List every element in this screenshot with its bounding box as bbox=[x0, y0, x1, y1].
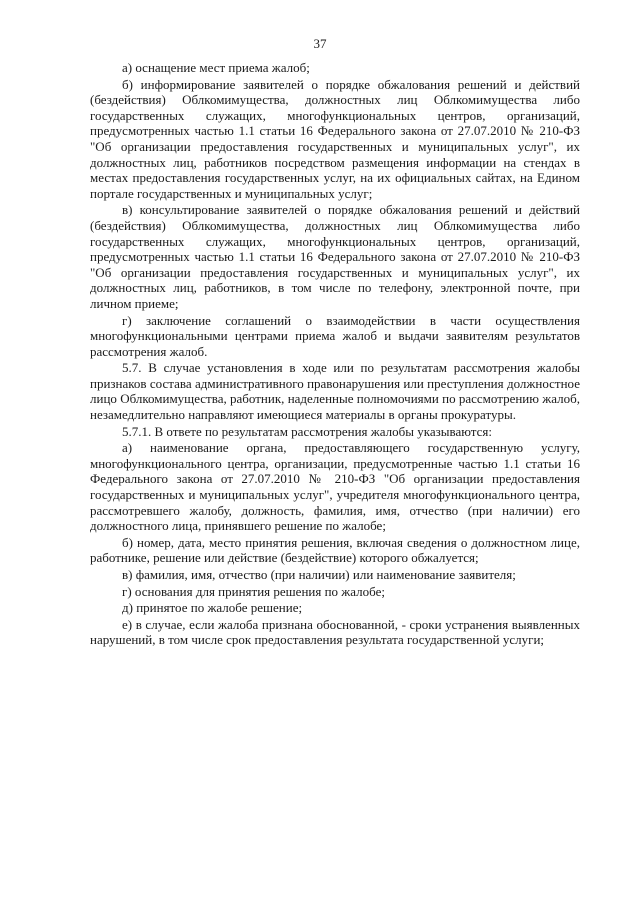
paragraph-b-informing: б) информирование заявителей о порядке обжалования решений и действий (бездействия) Облкомимущества, должностных лиц Облкомимущества либо государственных служащих, многофункциональных центров, организаций, предусмотренных частью 1.1 статьи 16 Федерального закона от 27.07.2010 № 210-ФЗ "Об организации предоставления государственных и муниципальных услуг", их должностных лиц, работников посредством размещения информации на стендах в местах предоставления государственных услуг, на их официальных сайтах, на Едином портале государственных и муниципальных услуг; bbox=[90, 76, 580, 201]
paragraph-d-decision: д) принятое по жалобе решение; bbox=[122, 600, 303, 616]
paragraph-g-agreements: г) заключение соглашений о взаимодействии в части осуществления многофункциональными центрами приема жалоб и выдачи заявителям результатов рассмотрения жалоб. bbox=[90, 312, 580, 359]
paragraph-5-7: 5.7. В случае установления в ходе или по результатам рассмотрения жалобы признаков состава административного правонарушения или преступления должностное лицо Облкомимущества, работник, наделенные полномочиями по рассмотрению жалоб, незамедлительно направляют имеющиеся материалы в органы прокуратуры. bbox=[90, 360, 580, 423]
paragraph-v-consulting: в) консультирование заявителей о порядке обжалования решений и действий (бездействия) Облкомимущества, должностных лиц Облкомимущества либо государственных служащих, многофункциональных центров, организаций, предусмотренных частью 1.1 статьи 16 Федерального закона от 27.07.2010 № 210-ФЗ "Об организации предоставления государственных и муниципальных услуг", их должностных лиц, работников, в том числе по телефону, электронной почте, при личном приеме; bbox=[90, 202, 580, 311]
paragraph-a-equipment: а) оснащение мест приема жалоб; bbox=[122, 60, 310, 75]
paragraph-5-7-1: 5.7.1. В ответе по результатам рассмотрения жалобы указываются: bbox=[122, 423, 492, 439]
paragraph-v-applicant-name: в) фамилия, имя, отчество (при наличии) или наименование заявителя; bbox=[122, 567, 516, 582]
paragraph-e-deadlines: е) в случае, если жалоба признана обоснованной, - сроки устранения выявленных нарушений, в том числе срок предоставления результата государственной услуги; bbox=[90, 616, 580, 648]
paragraph-b-decision-details: б) номер, дата, место принятия решения, включая сведения о должностном лице, работнике, решение или действие (бездействие) которого обжалуется; bbox=[90, 534, 580, 566]
paragraph-g-grounds: г) основания для принятия решения по жалобе; bbox=[122, 583, 385, 599]
page-number: 37 bbox=[313, 36, 327, 51]
paragraph-a-authority-name: а) наименование органа, предоставляющего государственную услугу, многофункционального центра, организации, предусмотренные частью 1.1 статьи 16 Федерального закона от 27.07.2010 № 210-ФЗ "Об организации предоставления государственных и муниципальных услуг", учредителя многофункционального центра, рассмотревшего жалобу, должность, фамилия, имя, отчество (при наличии) его должностного лица, принявшего решение по жалобе; bbox=[90, 440, 580, 534]
document-body bbox=[90, 60, 580, 648]
